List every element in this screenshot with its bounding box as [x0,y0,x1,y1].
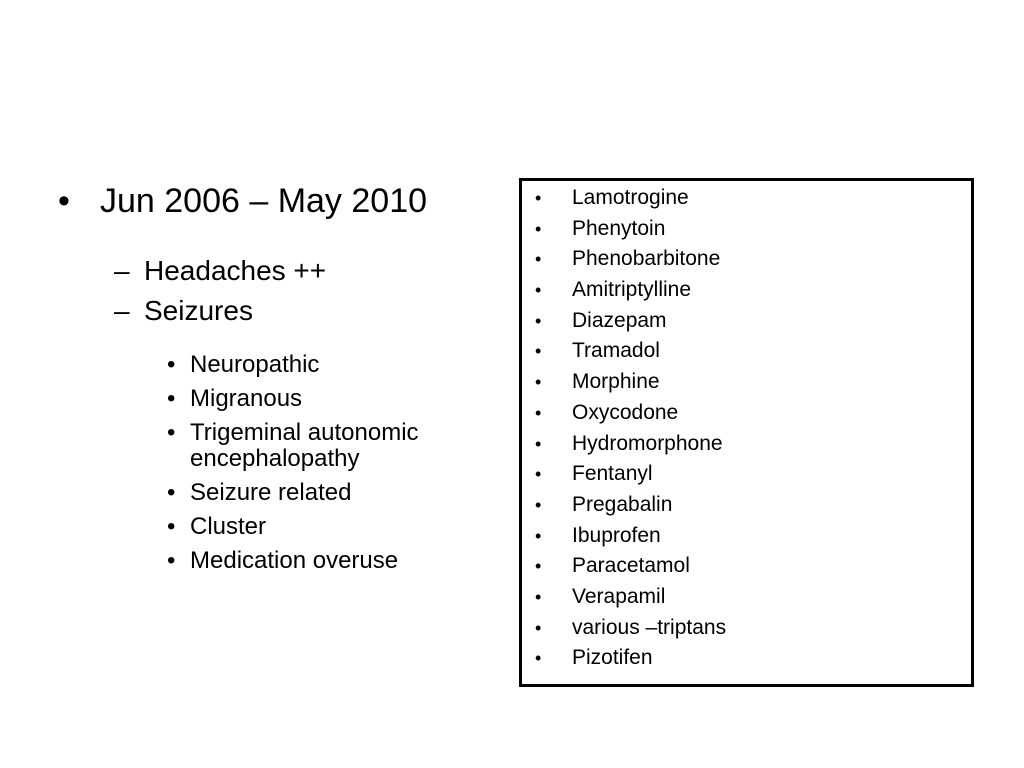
bullet-marker: • [167,479,176,506]
bullet-marker: • [535,218,542,239]
left-column [58,178,508,582]
medication-list [522,184,971,675]
medication-item [522,644,971,675]
bullet-marker: • [535,494,542,515]
medication-name: Lamotrogine [572,186,689,209]
medication-item [522,614,971,645]
medication-item [522,522,971,553]
headache-type-item [58,352,480,378]
bullet-marker: • [167,513,176,540]
bullet-marker: • [535,433,542,454]
medication-name: Verapamil [572,584,666,608]
medication-item [522,399,971,430]
headache-type-text: Neuropathic [190,351,320,378]
bullet-marker: • [535,188,542,208]
medication-item [522,307,971,338]
medication-name: various –triptans [572,615,727,639]
medication-name: Fentanyl [572,462,653,486]
bullet-marker: • [535,372,542,393]
sub-point-text: Seizures [144,295,253,326]
medication-name: Paracetamol [572,554,690,578]
bullet-marker: • [535,556,542,577]
headache-type-list [58,352,508,574]
medication-item [522,337,971,368]
headache-type-item [58,480,480,506]
bullet-marker: • [535,586,542,607]
medication-name: Phenytoin [572,216,666,240]
headache-type-item [58,420,480,472]
bullet-marker: • [535,402,542,423]
medication-item [522,368,971,399]
headache-type-item [58,386,480,412]
headache-type-item [58,548,480,574]
medication-item [522,552,971,583]
bullet-marker: • [535,280,542,301]
dash-marker: – [114,295,130,326]
bullet-marker: • [535,310,542,331]
medication-box [519,178,974,687]
bullet-marker: • [58,182,70,220]
medication-item [522,491,971,522]
medication-name: Diazepam [572,308,667,332]
medication-item [522,184,971,215]
medication-item [522,460,971,491]
medication-item [522,583,971,614]
medication-name: Tramadol [572,339,660,363]
medication-item [522,276,971,307]
headache-type-text: Cluster [190,513,267,540]
bullet-marker: • [535,249,542,270]
sub-point-item [58,291,508,331]
medication-item [522,245,971,276]
medication-item [522,430,971,461]
medication-item [522,215,971,246]
bullet-marker: • [535,525,542,546]
medication-name: Amitriptylline [572,278,692,302]
headache-type-text: Migranous [190,385,303,412]
headache-type-text: Trigeminal autonomic encephalopathy [190,419,419,472]
medication-name: Ibuprofen [572,523,661,547]
bullet-marker: • [535,648,542,669]
medication-name: Oxycodone [572,400,679,424]
sub-point-item [58,251,508,291]
bullet-marker: • [167,385,176,412]
bullet-marker: • [167,419,176,446]
bullet-marker: • [535,617,542,638]
medication-name: Pizotifen [572,646,653,670]
medication-name: Morphine [572,370,660,394]
medication-name: Pregabalin [572,492,673,516]
headache-type-text: Seizure related [190,479,352,506]
headache-type-item [58,514,480,540]
bullet-marker: • [167,547,176,574]
sub-point-text: Headaches ++ [144,255,327,286]
main-bullet-item [58,178,508,224]
date-range-text: Jun 2006 – May 2010 [100,182,428,220]
dash-marker: – [114,255,130,286]
bullet-marker: • [535,341,542,362]
medication-name: Hydromorphone [572,431,723,455]
bullet-marker: • [535,464,542,485]
medication-name: Phenobarbitone [572,247,721,271]
headache-type-text: Medication overuse [190,547,399,574]
sub-point-list [58,251,508,331]
bullet-marker: • [167,351,176,378]
